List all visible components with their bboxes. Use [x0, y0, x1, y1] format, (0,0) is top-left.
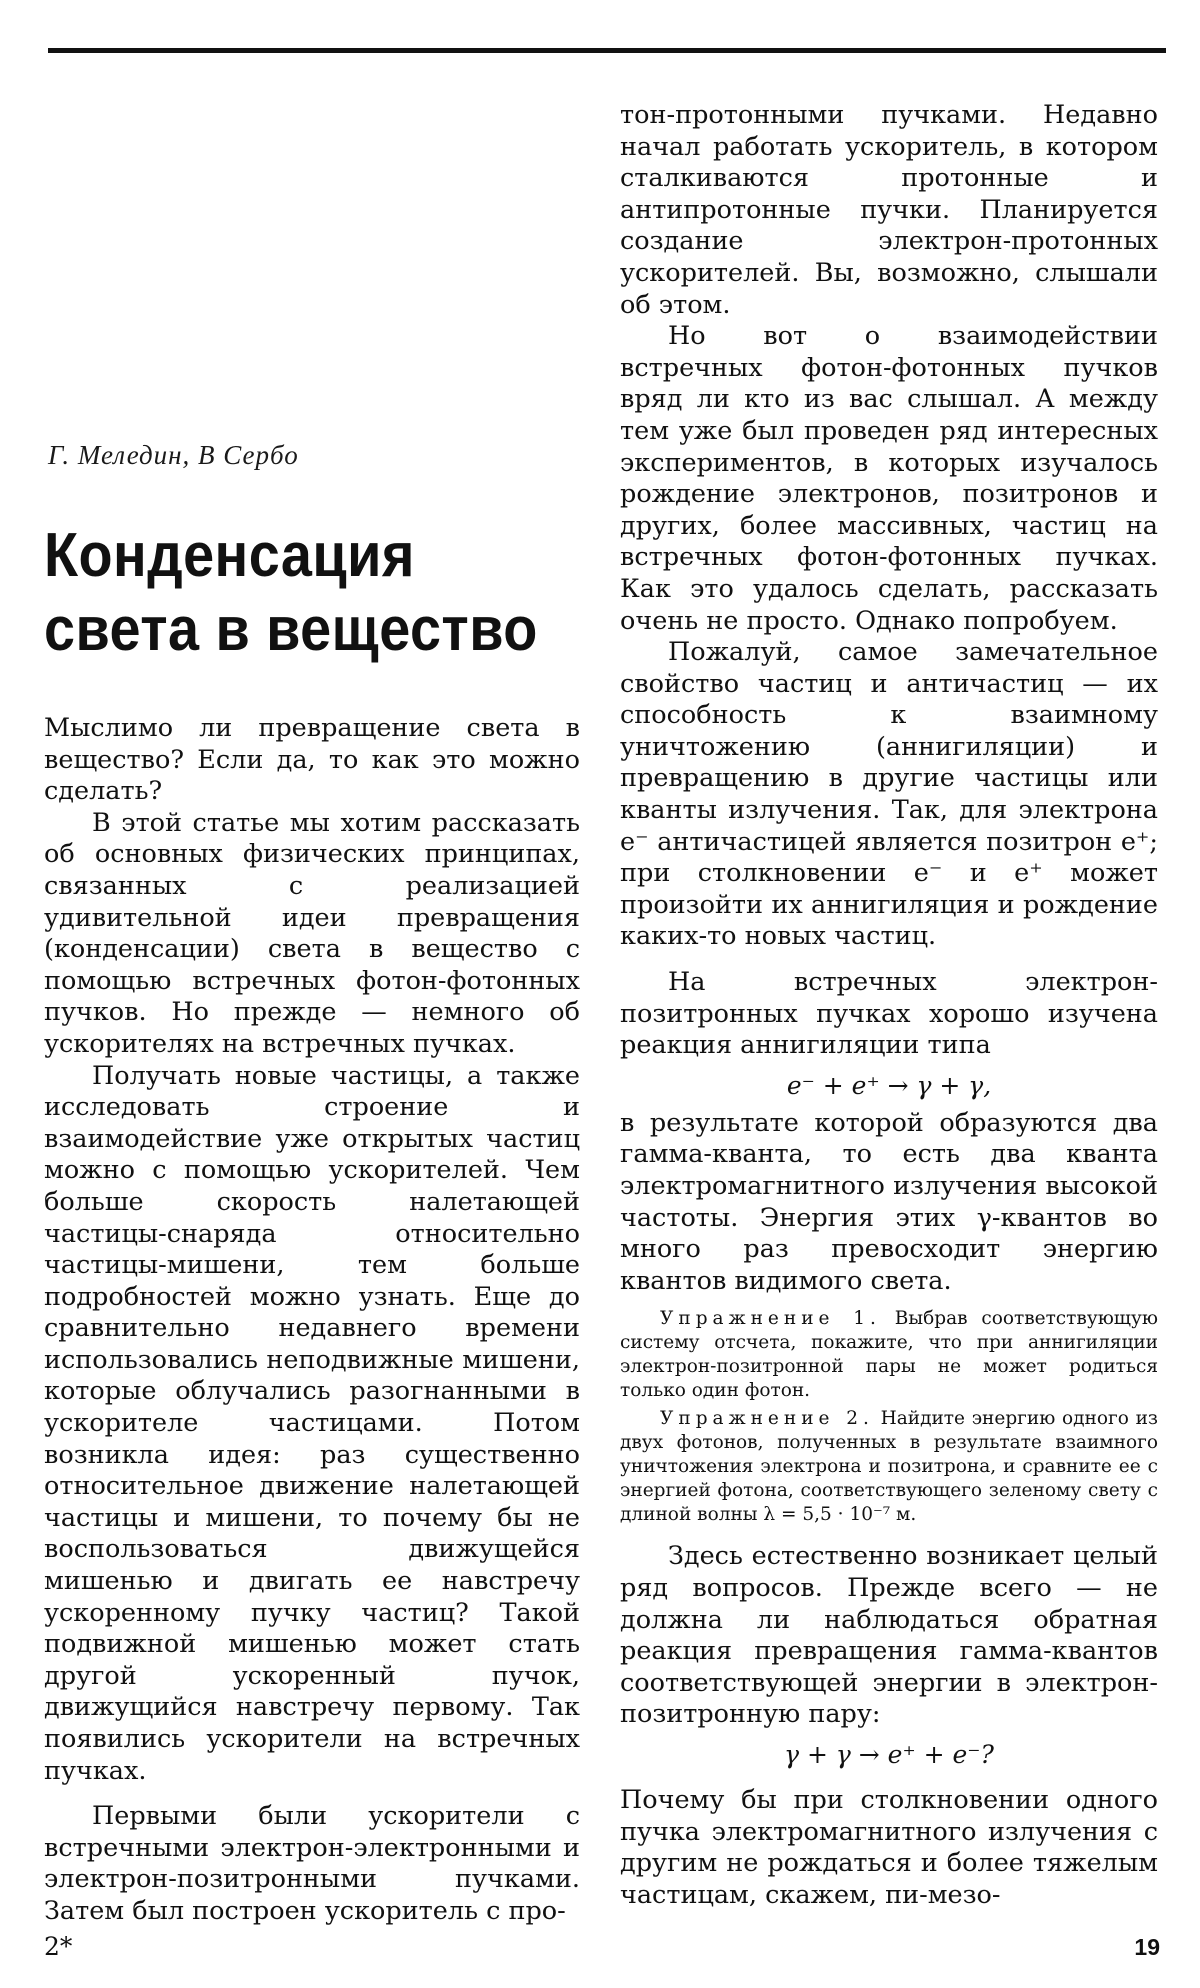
exercise-1 [620, 1307, 1158, 1403]
paragraph: Но вот о взаимодействии встречных фотон-фотонных пучков вряд ли кто из вас слышал. А между тем уже был проведен ряд интересных экспериментов, в которых изучалось рождение электронов, позитронов и других, более массивных, частиц на встречных фотон-фотонных пучках. Как это удалось сделать, рассказать очень не просто. Однако попробуем. [620, 321, 1158, 636]
page-number: 19 [1134, 1934, 1160, 1960]
paragraph: в результате которой образуются два гамма-кванта, то есть два кванта электромагнитного излучения высокой частоты. Энергия этих γ-квантов во много раз превосходит энергию квантов видимого света. [620, 1107, 1158, 1296]
exercise-2 [620, 1407, 1158, 1527]
exercise-label: Упражнение 2. [660, 1408, 874, 1430]
left-column [44, 440, 580, 1928]
formula-annihilation: e⁻ + e⁺ → γ + γ, [786, 1070, 992, 1100]
paragraph: Мыслимо ли превращение света в вещество? Если да, то как это можно сделать? [44, 713, 580, 807]
article-title: Конденсация света в вещество [44, 521, 538, 664]
formula-pair-production: γ + γ → e⁺ + e⁻? [784, 1739, 994, 1769]
right-column [620, 100, 1158, 1911]
paragraph: Почему бы при столкновении одного пучка электромагнитного излучения с другим не рождаться и более тяжелым частицам, скажем, пи-мезо- [620, 1784, 1158, 1910]
paragraph: Первыми были ускорители с встречными электрон-электронными и электрон-позитронными пучками. Затем был построен ускоритель с про- [44, 1801, 580, 1926]
top-rule [48, 48, 1166, 53]
exercise-text: Найдите энергию одного из двух фотонов, полученных в результате взаимного уничтожения электрона и позитрона, и сравните ее с энергией фотона, соответствующего зеленому свету с длиной волны λ = 5,5 · 10⁻⁷ м. [620, 1408, 1158, 1526]
paragraph: Получать новые частицы, а также исследовать строение и взаимодействие уже открытых частиц можно с помощью ускорителей. Чем больше скорость налетающей частицы-снаряда относительно частицы-мишени, тем больше подробностей можно узнать. Еще до сравнительно недавнего времени использовались неподвижные мишени, которые облучались разогнанными в ускорителе частицами. Потом возникла идея: раз существенно относительное движение налетающей частицы и мишени, то почему бы не воспользоваться движущейся мишенью и двигать ее навстречу ускоренному пучку частиц? Такой подвижной мишенью может стать другой ускоренный пучок, движущийся навстречу первому. Так появились ускорители на встречных пучках. [44, 1060, 580, 1786]
byline: Г. Меледин, В Сербо [48, 440, 299, 470]
signature-mark: 2* [44, 1932, 73, 1961]
paragraph: Пожалуй, самое замечательное свойство частиц и античастиц — их способность к взаимному уничтожению (аннигиляции) и превращению в другие частицы или кванты излучения. Так, для электрона e⁻ античастицей является позитрон e⁺; при столкновении e⁻ и e⁺ может произойти их аннигиляция и рождение каких-то новых частиц. [620, 637, 1158, 952]
paragraph: На встречных электрон-позитронных пучках хорошо изучена реакция аннигиляции типа [620, 967, 1158, 1061]
paragraph: тон-протонными пучками. Недавно начал работать ускоритель, в котором сталкиваются протонные и антипротонные пучки. Планируется создание электрон-протонных ускорителей. Вы, возможно, слышали об этом. [620, 100, 1158, 320]
exercise-label: Упражнение 1. [660, 1308, 881, 1330]
exercise-text: Выбрав соответствующую систему отсчета, покажите, что при аннигиляции электрон-позитронной пары не может родиться только один фотон. [620, 1308, 1159, 1402]
paragraph: В этой статье мы хотим рассказать об основных физических принципах, связанных с реализацией удивительной идеи превращения (конденсации) света в вещество с помощью встречных фотон-фотонных пучков. Но прежде — немного об ускорителях на встречных пучках. [44, 807, 580, 1059]
paragraph: Здесь естественно возникает целый ряд вопросов. Прежде всего — не должна ли наблюдаться обратная реакция превращения гамма-квантов соответствующей энергии в электрон-позитронную пару: [620, 1541, 1158, 1730]
